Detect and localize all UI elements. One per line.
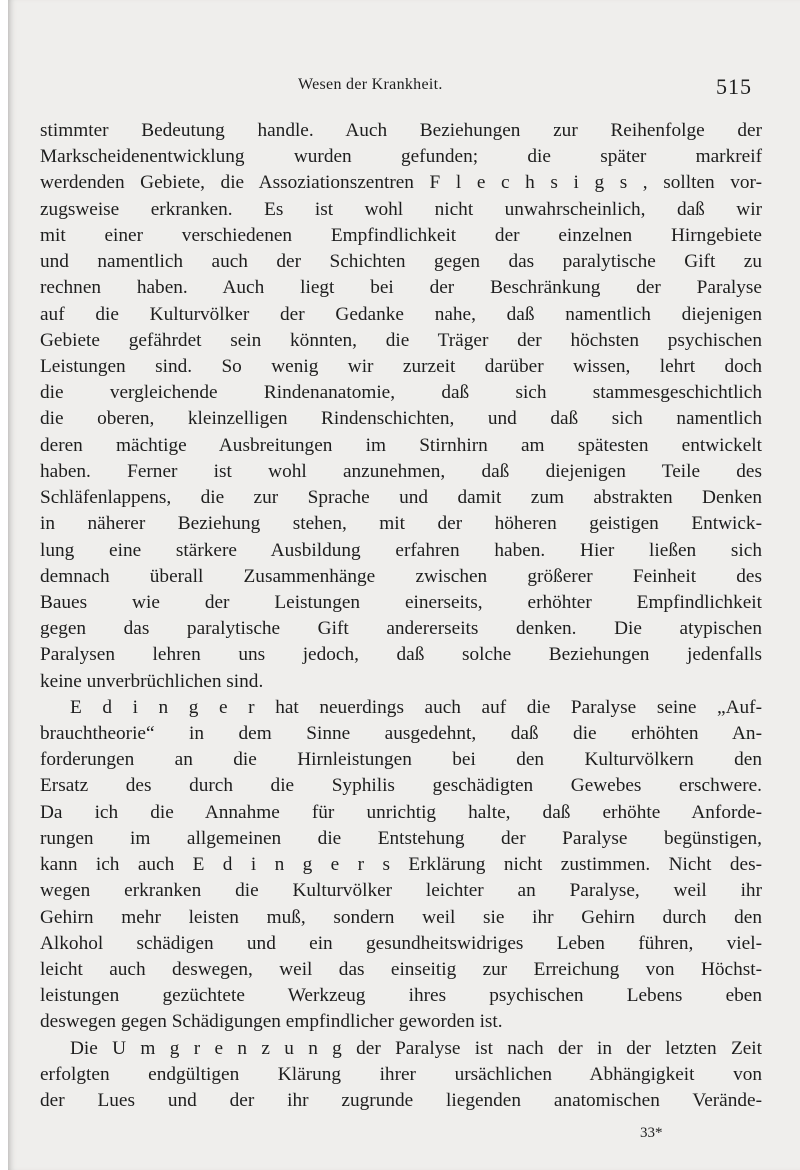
text-line: keine unverbrüchlichen sind. — [40, 670, 264, 692]
text-line: die oberen, kleinzelligen Rindenschichten, und daß sich namentlich — [40, 408, 762, 430]
body-text — [40, 118, 762, 1114]
text-line: stimmter Bedeutung handle. Auch Beziehungen zur Reihenfolge der — [40, 120, 762, 141]
text-line: die vergleichende Rindenanatomie, daß sich stammesgeschichtlich — [40, 382, 762, 404]
text-line: werdenden Gebiete, die Assoziationszentren F l e c h s i g s , sollten vor- — [40, 172, 762, 194]
text-line: der Lues und der ihr zugrunde liegenden anatomischen Verände- — [40, 1090, 762, 1112]
text-line: rungen im allgemeinen die Entstehung der Paralyse begünstigen, — [40, 827, 762, 849]
text-line: deren mächtige Ausbreitungen im Stirnhirn am spätesten entwickelt — [40, 434, 762, 456]
page-number: 515 — [716, 74, 752, 99]
text-line: Ersatz des durch die Syphilis geschädigten Gewebes erschwere. — [40, 775, 762, 797]
text-line: in näherer Beziehung stehen, mit der höheren geistigen Entwick- — [40, 513, 762, 535]
text-line: forderungen an die Hirnleistungen bei den Kulturvölkern den — [40, 749, 762, 771]
text-line: haben. Ferner ist wohl anzunehmen, daß diejenigen Teile des — [40, 460, 762, 482]
text-line: Da ich die Annahme für unrichtig halte, daß erhöhte Anforde- — [40, 801, 762, 823]
text-line: Schläfenlappens, die zur Sprache und damit zum abstrakten Denken — [40, 487, 762, 509]
text-line: Baues wie der Leistungen einerseits, erhöhter Empfindlichkeit — [40, 591, 762, 613]
text-line: lung eine stärkere Ausbildung erfahren haben. Hier ließen sich — [40, 539, 762, 561]
text-line: Die U m g r e n z u n g der Paralyse ist nach der in der letzten Zeit — [70, 1037, 762, 1059]
text-line: Markscheidenentwicklung wurden gefunden; die später markreif — [40, 146, 762, 168]
text-line: leistungen gezüchtete Werkzeug ihres psychischen Lebens eben — [40, 985, 762, 1007]
text-line: Gehirn mehr leisten muß, sondern weil sie ihr Gehirn durch den — [40, 906, 762, 928]
text-line: Leistungen sind. So wenig wir zurzeit darüber wissen, lehrt doch — [40, 355, 762, 377]
running-title: Wesen der Krankheit. — [298, 76, 443, 93]
text-line: zugsweise erkranken. Es ist wohl nicht unwahrscheinlich, daß wir — [40, 198, 762, 220]
text-line: mit einer verschiedenen Empfindlichkeit der einzelnen Hirngebiete — [40, 224, 762, 246]
book-page — [8, 0, 800, 1170]
text-line: leicht auch deswegen, weil das einseitig zur Erreichung von Höchst- — [40, 959, 762, 980]
text-line: auf die Kulturvölker der Gedanke nahe, daß namentlich diejenigen — [40, 303, 762, 325]
signature-mark: 33* — [640, 1125, 663, 1141]
text-line: deswegen gegen Schädigungen empfindlicher geworden ist. — [40, 1011, 503, 1033]
text-line: Paralysen lehren uns jedoch, daß solche Beziehungen jedenfalls — [40, 644, 762, 666]
text-line: und namentlich auch der Schichten gegen das paralytische Gift zu — [40, 251, 762, 273]
text-line: demnach überall Zusammenhänge zwischen größerer Feinheit des — [40, 565, 762, 587]
text-line: erfolgten endgültigen Klärung ihrer ursächlichen Abhängigkeit von — [40, 1063, 762, 1085]
text-line: gegen das paralytische Gift andererseits denken. Die atypischen — [40, 618, 762, 640]
text-line: rechnen haben. Auch liegt bei der Beschränkung der Paralyse — [40, 277, 762, 299]
text-line: brauchtheorie“ in dem Sinne ausgedehnt, daß die erhöhten An- — [40, 723, 762, 745]
running-head — [8, 76, 800, 106]
text-line: kann ich auch E d i n g e r s Erklärung nicht zustimmen. Nicht des- — [40, 854, 762, 876]
text-line: wegen erkranken die Kulturvölker leichter an Paralyse, weil ihr — [40, 880, 762, 902]
text-line: Gebiete gefährdet sein könnten, die Träger der höchsten psychischen — [40, 329, 762, 351]
text-line: E d i n g e r hat neuerdings auch auf die Paralyse seine „Auf- — [70, 696, 762, 718]
text-line: Alkohol schädigen und ein gesundheitswidriges Leben führen, viel- — [40, 932, 762, 954]
